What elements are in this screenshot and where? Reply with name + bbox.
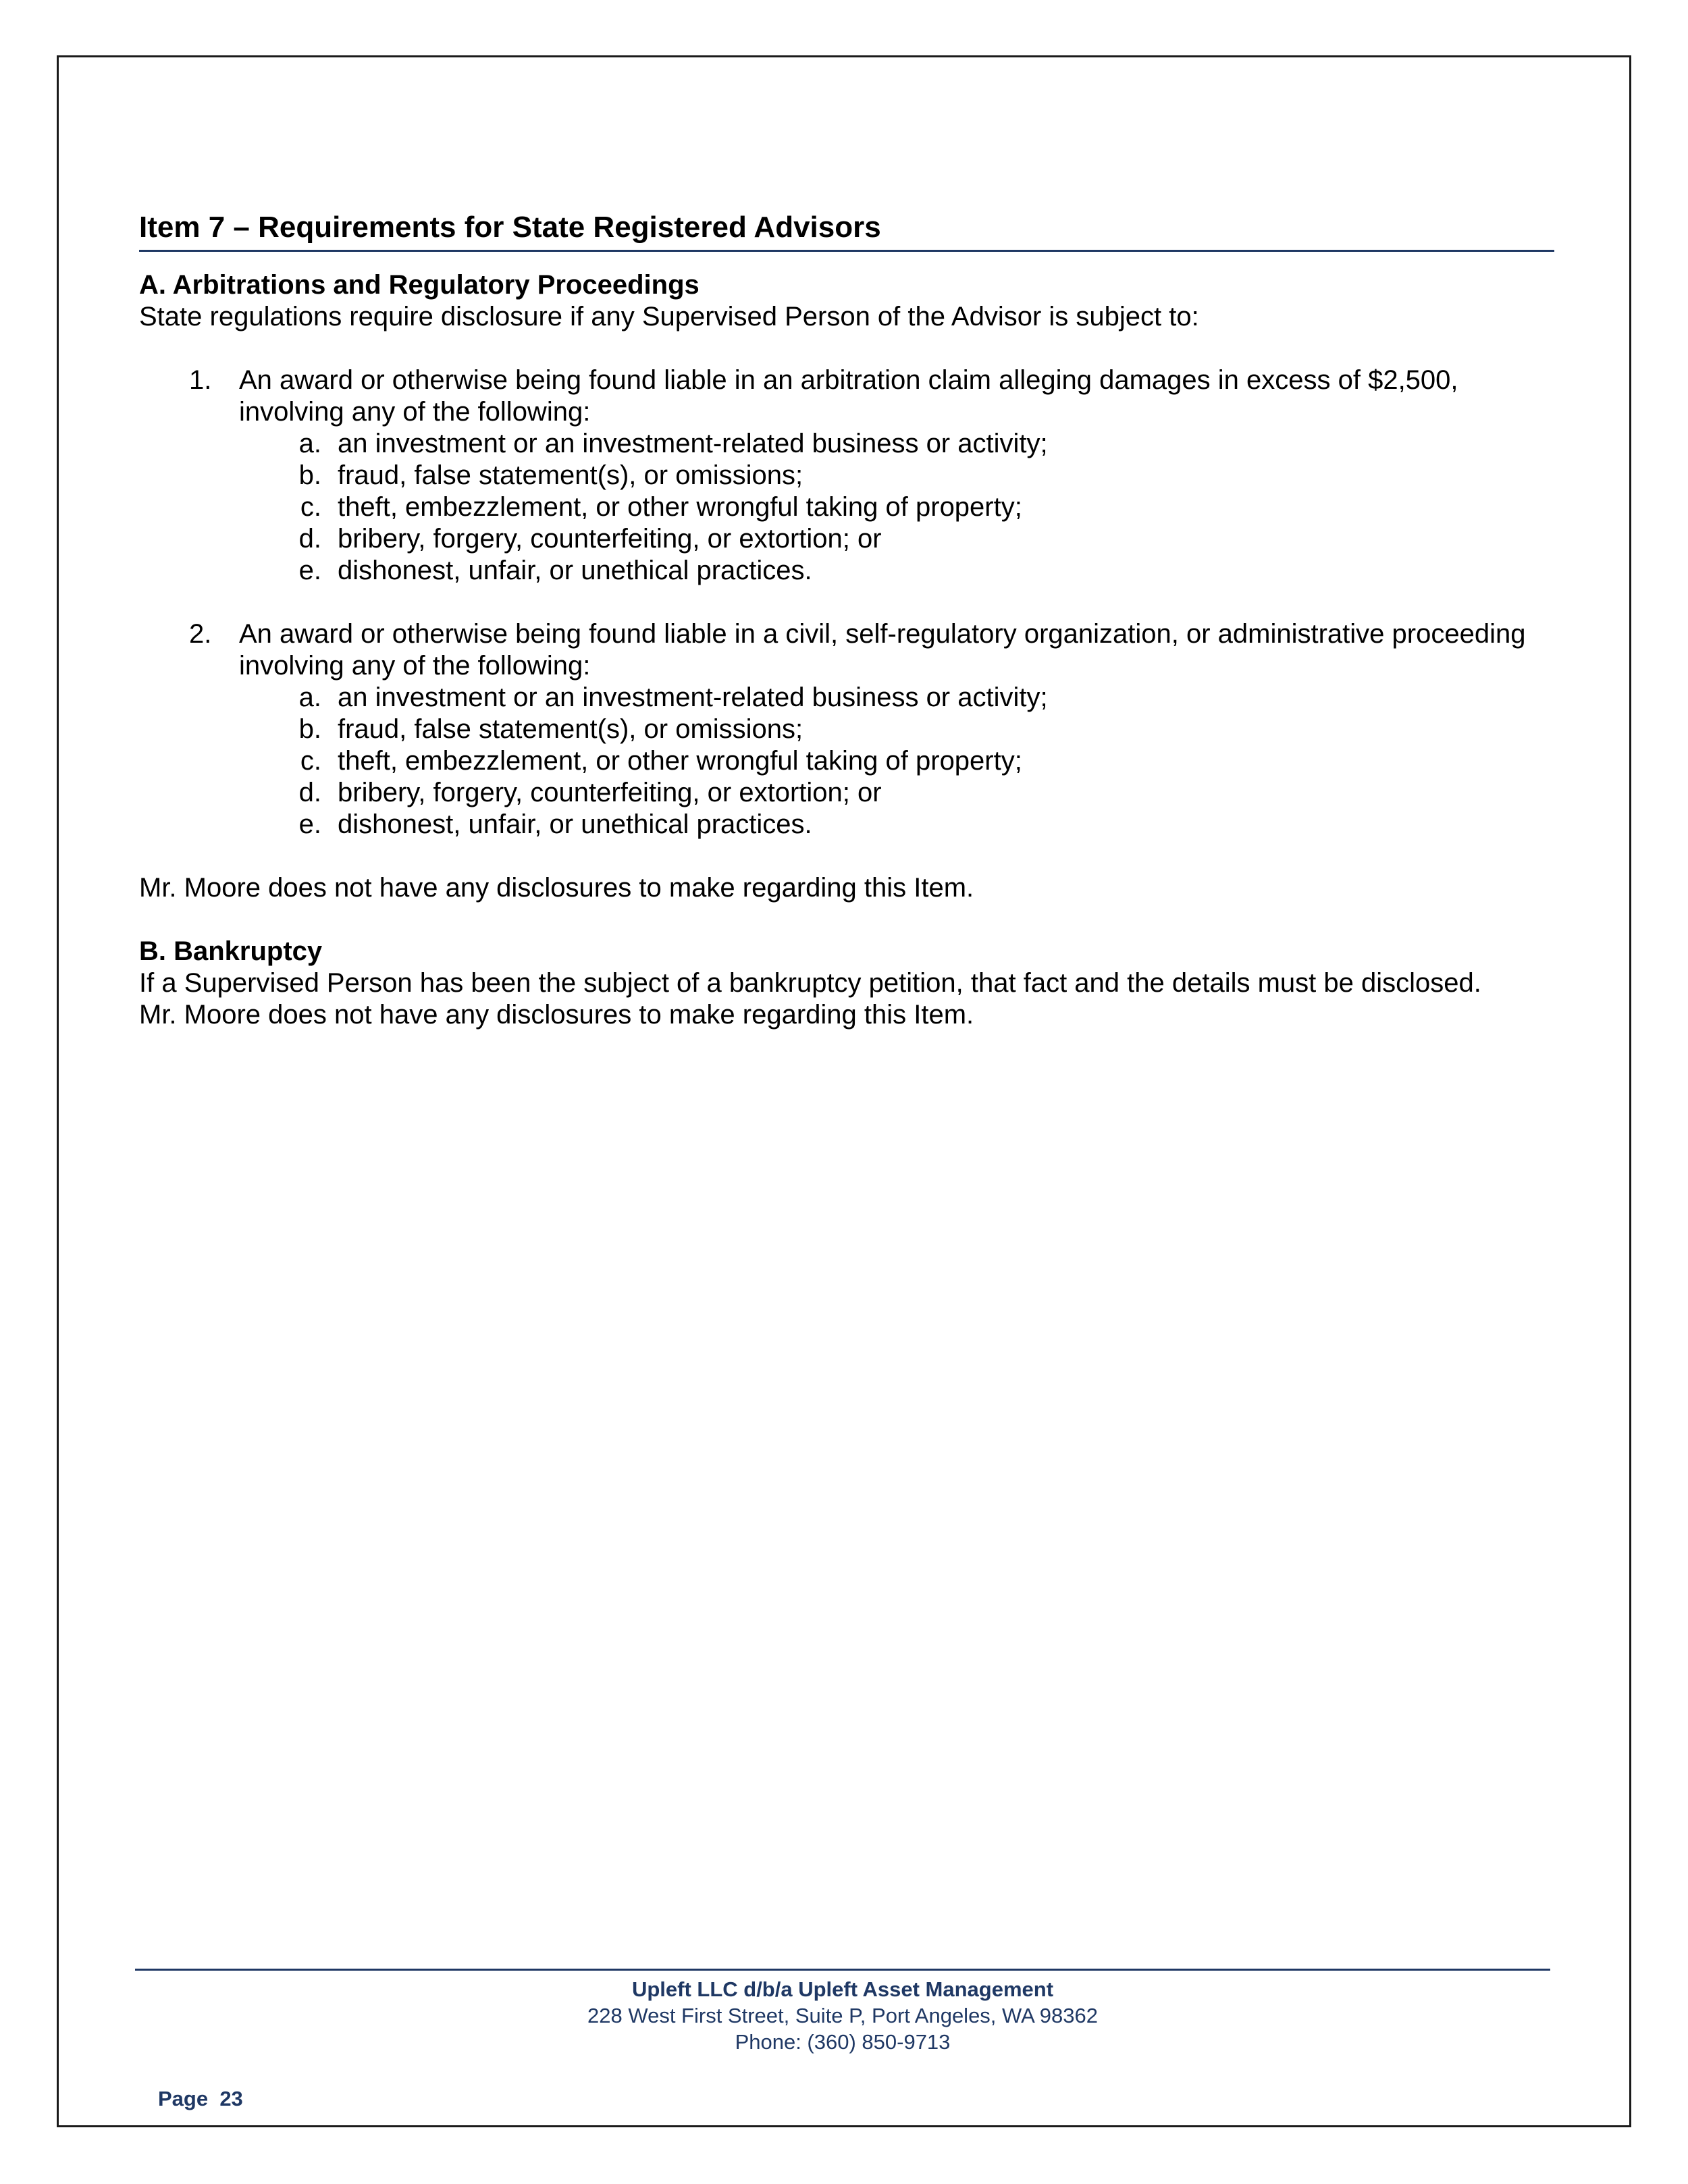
section-a-conclusion: Mr. Moore does not have any disclosures to make regarding this Item.	[139, 873, 974, 903]
sublist-item-text: fraud, false statement(s), or omissions;	[338, 460, 803, 490]
disclosure-list	[139, 365, 1554, 841]
sublist-item-text: bribery, forgery, counterfeiting, or extortion; or	[338, 778, 882, 807]
list-item-text: An award or otherwise being found liable in an arbitration claim alleging damages in excess of $2,500, involving any of the following:	[239, 365, 1458, 427]
sublist-item-text: dishonest, unfair, or unethical practices.	[338, 809, 812, 839]
sublist-item	[139, 777, 1554, 809]
sublist	[239, 428, 1554, 587]
footer-company: Upleft LLC d/b/a Upleft Asset Management	[631, 1977, 1054, 2001]
sublist	[239, 682, 1554, 841]
list-marker: 1.	[189, 365, 212, 395]
sublist-marker: b.	[298, 714, 321, 744]
section-b-heading: B. Bankruptcy	[139, 936, 323, 966]
sublist-item	[139, 523, 1554, 555]
item-heading: Item 7 – Requirements for State Registered Advisors	[139, 209, 1554, 252]
sublist-item	[139, 428, 1554, 460]
sublist-item	[139, 491, 1554, 523]
sublist-item-text: dishonest, unfair, or unethical practices.	[338, 556, 812, 585]
footer-phone: Phone: (360) 850-9713	[735, 2030, 951, 2054]
section-bankruptcy	[139, 936, 1554, 1031]
sublist-marker: d.	[298, 524, 321, 554]
footer-address: 228 West First Street, Suite P, Port Angeles, WA 98362	[587, 2004, 1098, 2027]
sublist-marker: e.	[298, 809, 321, 839]
sublist-marker: e.	[298, 556, 321, 585]
sublist-item-text: fraud, false statement(s), or omissions;	[338, 714, 803, 744]
section-a-heading: A. Arbitrations and Regulatory Proceedings	[139, 270, 700, 300]
sublist-marker: d.	[298, 778, 321, 807]
sublist-item-text: bribery, forgery, counterfeiting, or extortion; or	[338, 524, 882, 554]
page-footer	[135, 1969, 1550, 2055]
sublist-marker: c.	[300, 746, 321, 776]
sublist-marker: b.	[298, 460, 321, 490]
list-item-1	[139, 365, 1554, 618]
section-b-conclusion: Mr. Moore does not have any disclosures to make regarding this Item.	[139, 1000, 974, 1030]
list-item-text: An award or otherwise being found liable in a civil, self-regulatory organization, or administrative proceeding involving any of the following:	[239, 619, 1526, 681]
sublist-item	[139, 809, 1554, 841]
list-marker: 2.	[189, 619, 212, 649]
sublist-item-text: theft, embezzlement, or other wrongful taking of property;	[338, 746, 1022, 776]
sublist-item	[139, 555, 1554, 587]
sublist-item-text: an investment or an investment-related business or activity;	[338, 683, 1048, 712]
sublist-item	[139, 714, 1554, 745]
sublist-item	[139, 682, 1554, 714]
document-body	[139, 209, 1554, 1031]
sublist-item-text: an investment or an investment-related business or activity;	[338, 429, 1048, 458]
section-arbitrations	[139, 269, 1554, 904]
page-number: Page 23	[158, 2087, 243, 2110]
list-item-2	[139, 618, 1554, 841]
sublist-marker: c.	[300, 492, 321, 522]
sublist-marker: a.	[298, 429, 321, 458]
sublist-item	[139, 745, 1554, 777]
section-a-intro: State regulations require disclosure if any Supervised Person of the Advisor is subject to:	[139, 302, 1199, 331]
sublist-item-text: theft, embezzlement, or other wrongful taking of property;	[338, 492, 1022, 522]
sublist-item	[139, 460, 1554, 491]
section-b-text: If a Supervised Person has been the subject of a bankruptcy petition, that fact and the details must be disclosed.	[139, 968, 1481, 998]
sublist-marker: a.	[298, 683, 321, 712]
